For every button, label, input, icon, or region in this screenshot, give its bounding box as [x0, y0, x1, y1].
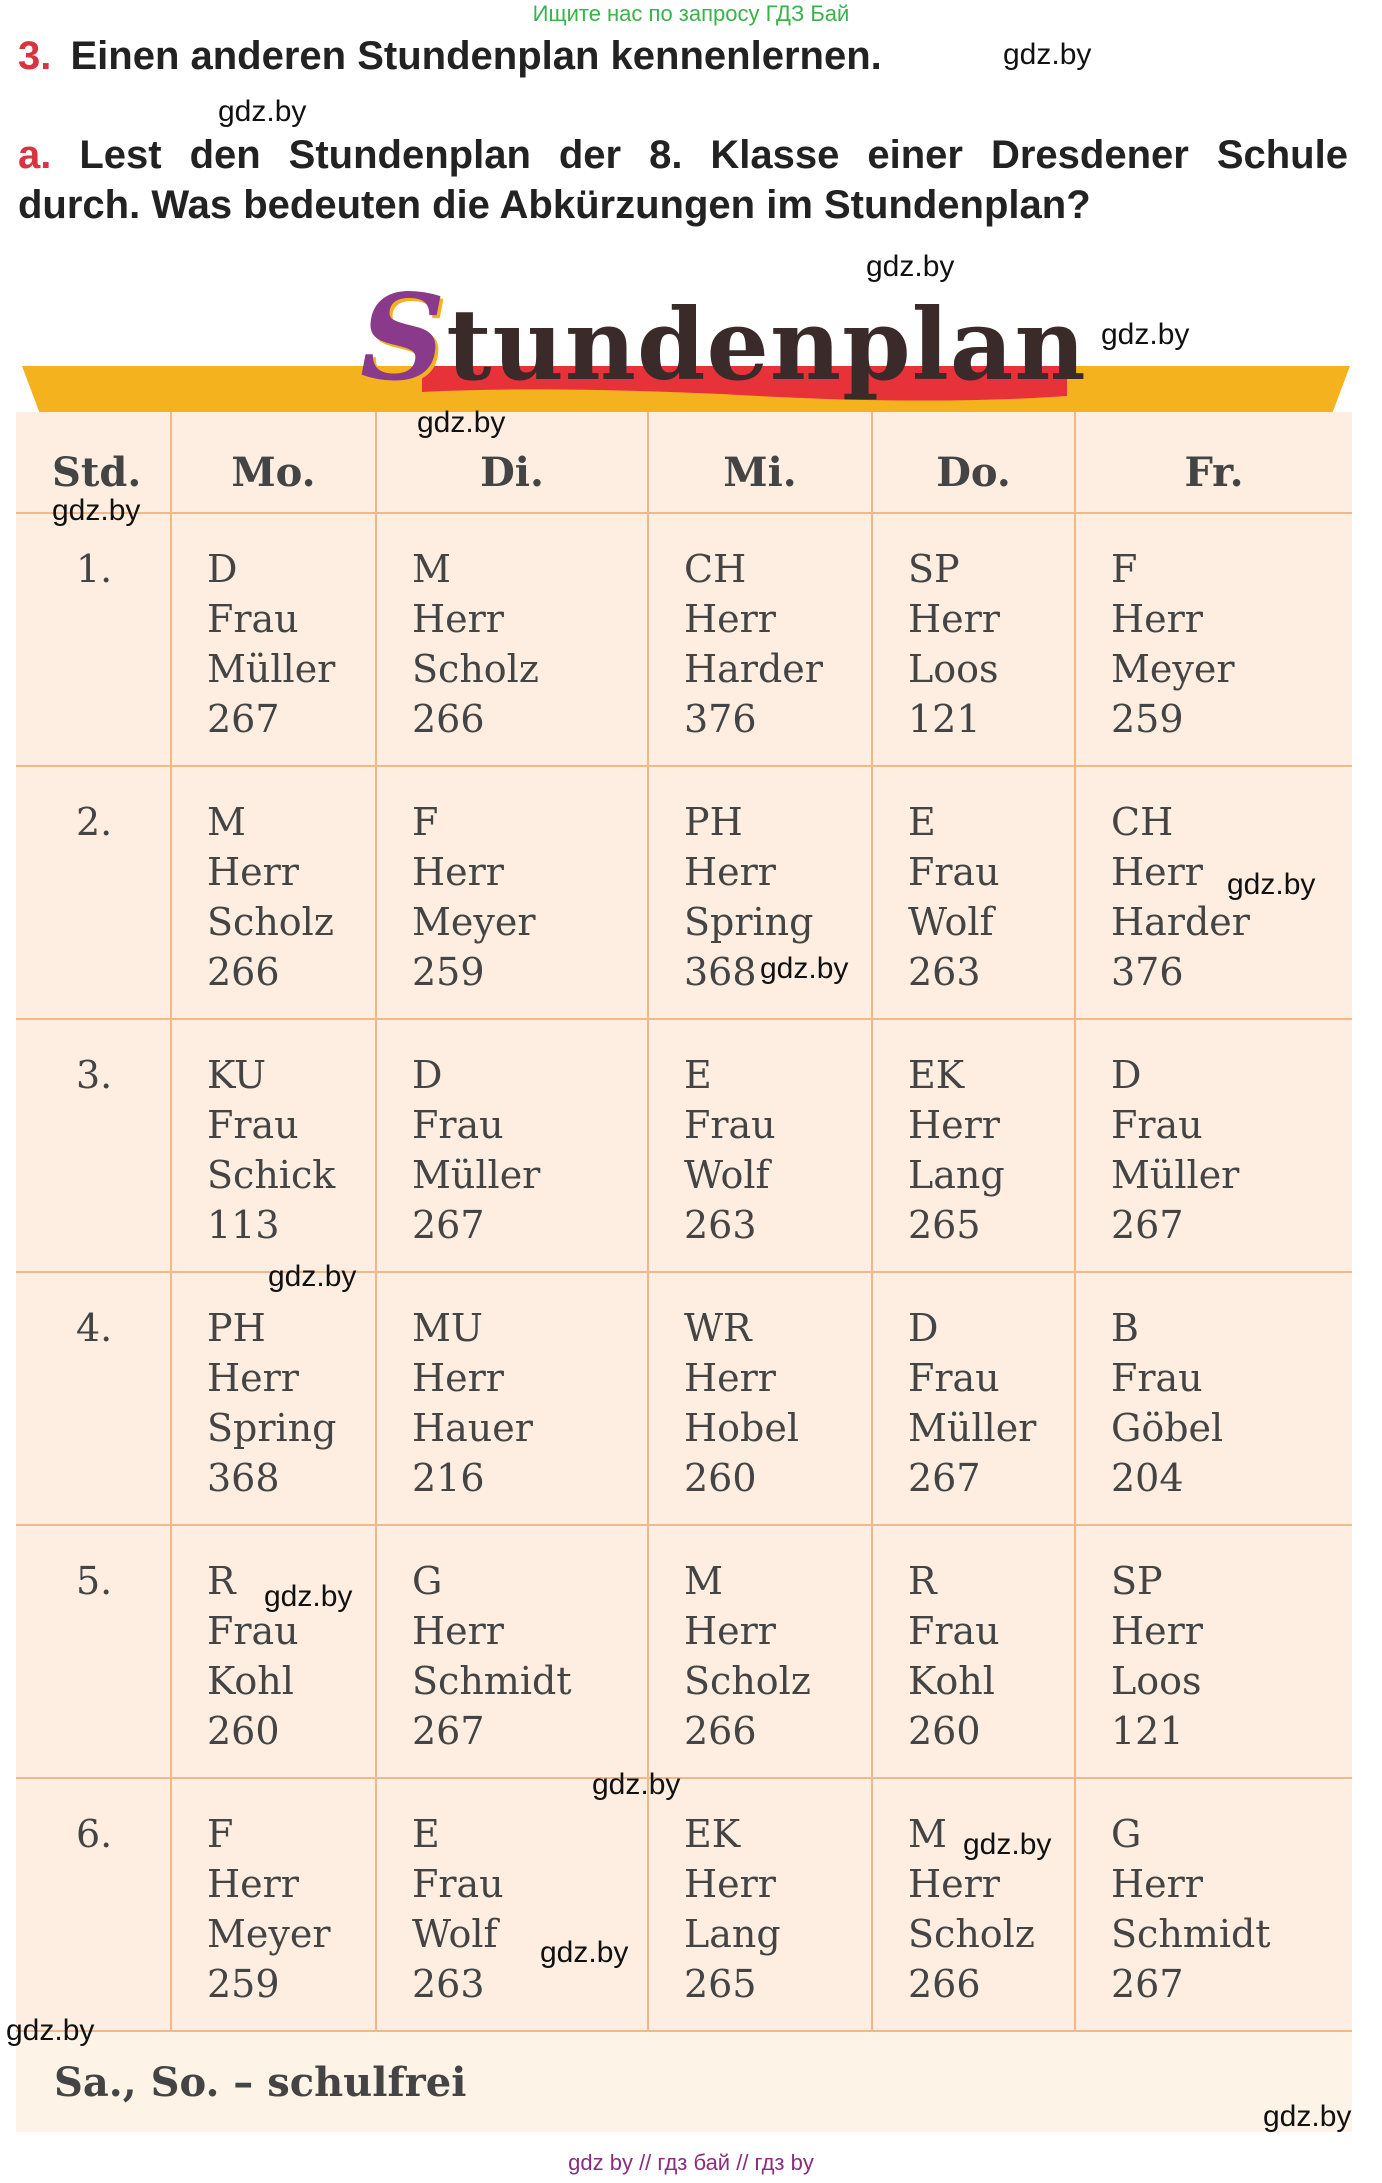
lesson-cell-mi [649, 1526, 873, 1777]
lesson-cell-do [873, 1020, 1076, 1271]
lesson-cell-mo [172, 514, 377, 765]
table-row [16, 514, 1352, 767]
lesson-cell-mo [172, 1020, 377, 1271]
header-std: Std. [16, 412, 172, 512]
lesson-cell-di [377, 1779, 649, 2030]
teacher-title: Herr [684, 1356, 776, 1400]
subject-code: D [1111, 1053, 1142, 1097]
subject-code: B [1111, 1306, 1139, 1350]
lesson-cell-do [873, 1273, 1076, 1524]
room-number: 266 [412, 697, 485, 741]
subject-code: SP [1111, 1559, 1163, 1603]
heading-title [360, 268, 1087, 407]
period-number: 4. [16, 1273, 172, 1524]
lesson-cell-do [873, 1526, 1076, 1777]
teacher-title: Frau [908, 1609, 1000, 1653]
bottom-links[interactable]: gdz by // гдз бай // гдз by [568, 2150, 814, 2175]
room-number: 259 [1111, 697, 1184, 741]
subtask-text-1: Lest den Stundenplan der 8. Klasse einer Dresdener Schule [79, 133, 1348, 177]
teacher-name: Meyer [1111, 647, 1235, 691]
room-number: 267 [412, 1203, 485, 1247]
subject-code: M [207, 800, 246, 844]
header-di: Di. [377, 412, 649, 512]
watermark: gdz.by [592, 1768, 681, 1801]
subject-code: PH [207, 1306, 266, 1350]
watermark: gdz.by [963, 1828, 1052, 1861]
teacher-name: Meyer [412, 900, 536, 944]
watermark: gdz.by [6, 2014, 95, 2047]
teacher-title: Herr [1111, 597, 1203, 641]
lesson-cell-di [377, 514, 649, 765]
teacher-title: Herr [207, 1356, 299, 1400]
lesson-cell-fr [1076, 514, 1352, 765]
table-header [16, 412, 1352, 514]
teacher-title: Frau [412, 1103, 504, 1147]
lesson-cell-di [377, 1526, 649, 1777]
watermark: gdz.by [866, 250, 955, 283]
room-number: 259 [412, 950, 485, 994]
header-fr: Fr. [1184, 448, 1244, 496]
teacher-name: Schmidt [1111, 1912, 1271, 1956]
subject-code: E [908, 800, 936, 844]
teacher-name: Wolf [908, 900, 994, 944]
teacher-name: Loos [908, 647, 999, 691]
room-number: 265 [684, 1962, 757, 2006]
lesson-cell-mo [172, 1273, 377, 1524]
table-row [16, 1273, 1352, 1526]
teacher-name: Scholz [412, 647, 539, 691]
lesson-cell-fr [1076, 1273, 1352, 1524]
room-number: 265 [908, 1203, 981, 1247]
teacher-title: Herr [684, 1609, 776, 1653]
watermark: gdz.by [1003, 38, 1092, 71]
teacher-title: Herr [1111, 1862, 1203, 1906]
period-number: 6. [16, 1779, 172, 2030]
table-row [16, 1526, 1352, 1779]
teacher-name: Kohl [908, 1659, 995, 1703]
subject-code: G [412, 1559, 443, 1603]
room-number: 259 [207, 1962, 280, 2006]
watermark: gdz.by [1101, 318, 1190, 351]
room-number: 267 [1111, 1203, 1184, 1247]
period-number: 5. [16, 1526, 172, 1777]
room-number: 368 [684, 950, 757, 994]
teacher-name: Harder [684, 647, 823, 691]
teacher-name: Schmidt [412, 1659, 572, 1703]
teacher-name: Scholz [684, 1659, 811, 1703]
room-number: 260 [207, 1709, 280, 1753]
lesson-cell-mi [649, 1273, 873, 1524]
heading-rest: tundenplan [446, 288, 1087, 403]
subject-code: EK [684, 1812, 741, 1856]
subject-code: WR [684, 1306, 752, 1350]
teacher-title: Frau [908, 1356, 1000, 1400]
subject-code: M [908, 1812, 947, 1856]
teacher-name: Harder [1111, 900, 1250, 944]
subject-code: CH [1111, 800, 1174, 844]
room-number: 121 [1111, 1709, 1184, 1753]
room-number: 266 [684, 1709, 757, 1753]
subject-code: D [908, 1306, 939, 1350]
teacher-name: Scholz [908, 1912, 1035, 1956]
room-number: 267 [412, 1709, 485, 1753]
lesson-cell-mi [649, 1020, 873, 1271]
subject-code: E [412, 1812, 440, 1856]
room-number: 266 [908, 1962, 981, 2006]
teacher-title: Herr [908, 597, 1000, 641]
table-row [16, 1779, 1352, 2032]
teacher-name: Schick [207, 1153, 336, 1197]
subject-code: D [412, 1053, 443, 1097]
table-row [16, 1020, 1352, 1273]
teacher-title: Herr [207, 850, 299, 894]
teacher-name: Wolf [412, 1912, 498, 1956]
top-banner[interactable]: Ищите нас по запросу ГДЗ Бай [532, 1, 850, 26]
lesson-cell-fr [1076, 1020, 1352, 1271]
lesson-cell-di [377, 1020, 649, 1271]
teacher-title: Frau [684, 1103, 776, 1147]
subject-code: CH [684, 547, 747, 591]
lesson-cell-di [377, 1273, 649, 1524]
teacher-name: Kohl [207, 1659, 294, 1703]
room-number: 267 [207, 697, 280, 741]
room-number: 263 [684, 1203, 757, 1247]
teacher-title: Herr [908, 1862, 1000, 1906]
period-number: 2. [16, 767, 172, 1018]
room-number: 260 [908, 1709, 981, 1753]
teacher-name: Lang [684, 1912, 781, 1956]
teacher-name: Müller [1111, 1153, 1240, 1197]
header-mo: Mo. [172, 412, 377, 512]
room-number: 267 [908, 1456, 981, 1500]
subject-code: PH [684, 800, 743, 844]
teacher-title: Herr [412, 597, 504, 641]
watermark: gdz.by [268, 1260, 357, 1293]
subject-code: KU [207, 1053, 267, 1097]
subtask-text-2: durch. Was bedeuten die Abkürzungen im Stundenplan? [18, 183, 1091, 227]
header-mi: Mi. [649, 412, 873, 512]
teacher-name: Spring [684, 900, 814, 944]
watermark: gdz.by [264, 1580, 353, 1613]
subtask-letter: a. [18, 133, 52, 177]
teacher-name: Loos [1111, 1659, 1202, 1703]
teacher-title: Frau [1111, 1103, 1203, 1147]
task-number: 3. [18, 34, 52, 78]
room-number: 266 [207, 950, 280, 994]
subject-code: R [908, 1559, 937, 1603]
room-number: 121 [908, 697, 981, 741]
period-number: 1. [16, 514, 172, 765]
room-number: 267 [1111, 1962, 1184, 2006]
teacher-title: Herr [684, 1862, 776, 1906]
lesson-cell-do [873, 1779, 1076, 2030]
room-number: 376 [1111, 950, 1184, 994]
table-row [16, 767, 1352, 1020]
subject-code: M [684, 1559, 723, 1603]
subject-code: D [207, 547, 238, 591]
watermark: gdz.by [1263, 2100, 1352, 2133]
lesson-cell-mo [172, 767, 377, 1018]
subject-code: EK [908, 1053, 965, 1097]
subject-code: E [684, 1053, 712, 1097]
watermark: gdz.by [52, 494, 141, 527]
timetable [16, 412, 1352, 2132]
lesson-cell-do [873, 767, 1076, 1018]
subject-code: F [1111, 547, 1138, 591]
teacher-title: Herr [412, 850, 504, 894]
lesson-cell-fr [1076, 1526, 1352, 1777]
teacher-name: Müller [207, 647, 336, 691]
teacher-name: Göbel [1111, 1406, 1224, 1450]
teacher-title: Herr [1111, 850, 1203, 894]
teacher-title: Frau [207, 597, 299, 641]
period-number: 3. [16, 1020, 172, 1271]
teacher-title: Frau [412, 1862, 504, 1906]
header-do: Do. [873, 412, 1076, 512]
room-number: 376 [684, 697, 757, 741]
subject-code: M [412, 547, 451, 591]
teacher-title: Herr [684, 850, 776, 894]
teacher-name: Lang [908, 1153, 1005, 1197]
teacher-title: Frau [207, 1103, 299, 1147]
lesson-cell-di [377, 767, 649, 1018]
lesson-cell-do [873, 514, 1076, 765]
teacher-name: Müller [412, 1153, 541, 1197]
room-number: 113 [207, 1203, 280, 1247]
room-number: 260 [684, 1456, 757, 1500]
teacher-title: Herr [412, 1356, 504, 1400]
teacher-title: Frau [908, 850, 1000, 894]
room-number: 204 [1111, 1456, 1184, 1500]
room-number: 263 [412, 1962, 485, 2006]
watermark: gdz.by [540, 1936, 629, 1969]
subject-code: F [412, 800, 439, 844]
teacher-name: Scholz [207, 900, 334, 944]
subject-code: MU [412, 1306, 483, 1350]
subject-code: R [207, 1559, 236, 1603]
teacher-title: Herr [412, 1609, 504, 1653]
lesson-cell-mi [649, 1779, 873, 2030]
lesson-cell-mo [172, 1526, 377, 1777]
watermark: gdz.by [1227, 868, 1316, 901]
task-heading [18, 34, 882, 79]
heading-initial: S [360, 268, 447, 407]
room-number: 263 [908, 950, 981, 994]
teacher-title: Herr [1111, 1609, 1203, 1653]
teacher-title: Herr [684, 597, 776, 641]
lesson-cell-fr [1076, 1779, 1352, 2030]
teacher-title: Frau [1111, 1356, 1203, 1400]
teacher-title: Herr [908, 1103, 1000, 1147]
table-footer: Sa., So. – schulfrei [16, 2032, 1352, 2132]
lesson-cell-mi [649, 514, 873, 765]
subject-code: SP [908, 547, 960, 591]
room-number: 368 [207, 1456, 280, 1500]
teacher-name: Hauer [412, 1406, 533, 1450]
subtask-line-1 [18, 130, 1348, 180]
task-title: Einen anderen Stundenplan kennenlernen. [70, 34, 882, 78]
room-number: 216 [412, 1456, 485, 1500]
subject-code: G [1111, 1812, 1142, 1856]
watermark: gdz.by [760, 952, 849, 985]
teacher-title: Frau [207, 1609, 299, 1653]
teacher-name: Müller [908, 1406, 1037, 1450]
teacher-name: Meyer [207, 1912, 331, 1956]
subject-code: F [207, 1812, 234, 1856]
watermark: gdz.by [218, 95, 307, 128]
teacher-name: Spring [207, 1406, 337, 1450]
teacher-name: Hobel [684, 1406, 799, 1450]
lesson-cell-mo [172, 1779, 377, 2030]
teacher-name: Wolf [684, 1153, 770, 1197]
watermark: gdz.by [417, 406, 506, 439]
teacher-title: Herr [207, 1862, 299, 1906]
